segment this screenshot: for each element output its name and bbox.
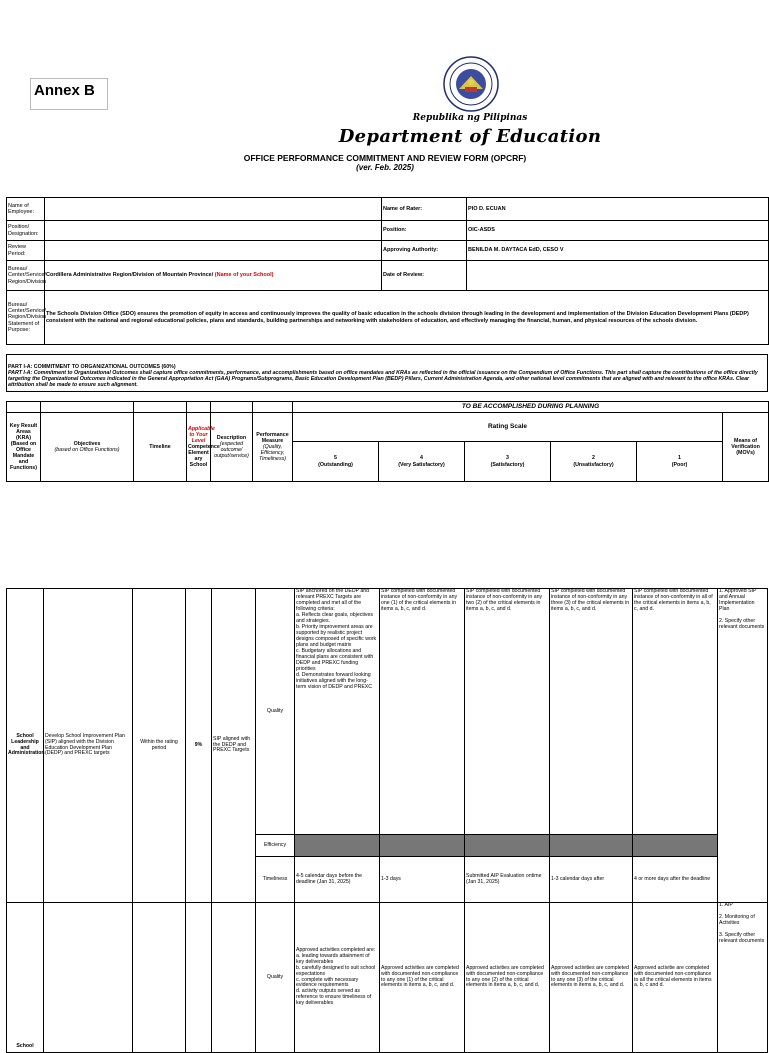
quality2-3: Approved activities are completed with documented non-compliance to any one (2) of the critical elements in items a, b, c, and d. bbox=[465, 903, 550, 1053]
bureau-value: Cordillera Administrative Region/Division of Mountain Province/ (Name of your School) bbox=[45, 261, 382, 291]
part-ia-title: PART I-A: COMMITMENT TO ORGANIZATIONAL OUTCOMES (60%) bbox=[8, 364, 176, 370]
timeline-header: Timeline bbox=[134, 413, 187, 482]
kra-school-leadership: School Leadership and Administration bbox=[7, 589, 44, 903]
position-field[interactable] bbox=[45, 221, 382, 241]
statement-value: The Schools Division Office (SDO) ensures the promotion of equity in access and continuously improves the quality of basic education in the schools division through leading in the development and implementation of the Division Education Development Plans (DEDP) consistent with the national and regional educational policies, plans and standards, building partnerships and networking with stakeholders of education, and effectively managing the financial, human, and physical resources of the schools division. bbox=[45, 291, 769, 345]
form-title: OFFICE PERFORMANCE COMMITMENT AND REVIEW FORM (OPCRF) bbox=[243, 153, 527, 163]
mov-cell-2: 1. AIP 2. Monitoring of Activities 3. Specify other relevant documents bbox=[718, 903, 768, 1053]
review-period-field[interactable] bbox=[45, 241, 382, 261]
planning-header-table bbox=[6, 401, 769, 482]
approving-value: BENILDA M. DAYTACA EdD, CESO V bbox=[467, 241, 769, 261]
objective-sip: Develop School Improvement Plan (SIP) aligned with the Division Education Development Plan (DEDP) and PREXC targets bbox=[44, 589, 133, 903]
rater-value: PIO D. ECUAN bbox=[467, 198, 769, 221]
position-label: Position/ Designation: bbox=[7, 221, 45, 241]
kra-body-table bbox=[6, 588, 768, 1053]
quality2-1: Approved activitie are completed with documented non-compliance to all the critical elements in items a, b, c and d. bbox=[633, 903, 718, 1053]
quality2-5: Approved activities completed are: a. leading towards attainment of key deliverables b. carefully designed to suit school expectations c. complete with necessary evidence requirements d. activity outputs served as reference to ensure timeliness of key deliverables bbox=[295, 903, 380, 1053]
quality-label: Quality bbox=[256, 589, 295, 835]
deped-seal-icon bbox=[443, 56, 499, 112]
objectives-header: Objectives (based on Office Functions) bbox=[41, 413, 134, 482]
part-ia-description: PART I-A: Commitment to Organizational Outcomes shall capture office commitments, performance, and accomplishments based on office mandates and KRAs as reflected in the official issuance on the Compendium of Office Functions. This part shall capture the contributions of the office directly targeting the Organizational Outcomes indicated in the General Appropriation Act (GAA) Programs/Subprograms, Basic Education Development Plan (BEDP) Pillars, Current Administration Agenda, and other national level commitments that are aligned with and relevant to the office KRAs. Clear attribution shall be made to ensure such alignment. bbox=[8, 370, 758, 389]
weight-cell: 9% bbox=[186, 589, 212, 903]
date-review-field[interactable] bbox=[467, 261, 769, 291]
position2-value: OIC-ASDS bbox=[467, 221, 769, 241]
name-label: Name of Employee: bbox=[7, 198, 45, 221]
scale-2: 2 (Unsatisfactory) bbox=[551, 442, 637, 482]
scale-5: 5 (Outstanding) bbox=[293, 442, 379, 482]
efficiency-label: Efficiency bbox=[256, 835, 295, 857]
scale-4: 4 (Very Satisfactory) bbox=[379, 442, 465, 482]
quality2-2: Approved activities are completed with documented non-compliance to any one (3) of the critical elements in items a, b, c, and d. bbox=[550, 903, 633, 1053]
form-version: (ver. Feb. 2025) bbox=[356, 163, 414, 172]
department-title: Department of Education bbox=[338, 126, 602, 147]
position2-label: Position: bbox=[382, 221, 467, 241]
statement-label: Bureau/ Center/Service/ Region/Division Statement of Purpose: bbox=[7, 291, 45, 345]
timeliness-2: 1-3 calendar days after bbox=[550, 857, 633, 903]
timeliness-3: Submitted AIP Evaluation ontime (Jan 31, 2025) bbox=[465, 857, 550, 903]
description-cell: SIP aligned with the DEDP and PREXC Targets bbox=[212, 589, 256, 903]
weight-header: Applicable to Your Level Competence Element ary School bbox=[187, 413, 211, 482]
annex-label: Annex B bbox=[30, 78, 108, 110]
timeliness-label: Timeliness bbox=[256, 857, 295, 903]
scale-3: 3 (Satisfactory) bbox=[465, 442, 551, 482]
school-name-placeholder: (Name of your School) bbox=[214, 272, 274, 279]
rater-label: Name of Rater: bbox=[382, 198, 467, 221]
timeliness-1: 4 or more days after the deadline bbox=[633, 857, 718, 903]
date-review-label: Date of Review: bbox=[382, 261, 467, 291]
quality-label-2: Quality bbox=[256, 903, 295, 1053]
employee-info-table bbox=[6, 197, 769, 345]
description-header: Description (expected outcome/ output/service) bbox=[211, 413, 253, 482]
quality-1: SIP completed with documented instance of non-conformity in all of the critical elements in items a, b, c, and d. bbox=[633, 589, 718, 835]
rating-scale-header: Rating Scale bbox=[293, 413, 723, 442]
quality2-4: Approved activities are completed with documented non-compliance to any one (1) of the critical elements in items a, b, c, and d. bbox=[380, 903, 465, 1053]
approving-label: Approving Authority: bbox=[382, 241, 467, 261]
scale-1: 1 (Poor) bbox=[637, 442, 723, 482]
kra-header: Key Result Areas (KRA) (Based on Office Mandate and Functions) bbox=[7, 413, 41, 482]
timeliness-4: 1-3 days bbox=[380, 857, 465, 903]
planning-banner: TO BE ACCOMPLISHED DURING PLANNING bbox=[293, 402, 769, 413]
quality-2: SIP completed with documented instance of non-conformity in any three (3) of the critical elements in items a, b, c, and d. bbox=[550, 589, 633, 835]
mov-header: Means of Verification (MOVs) bbox=[723, 413, 769, 482]
mov-cell: 1. Approved SIP and Annual Implementation Plan 2. Specify other relevant documents bbox=[718, 589, 768, 903]
quality-4: SIP completed with documented instance of non-conformity in any one (1) of the critical elements in items a, b, c, and d. bbox=[380, 589, 465, 835]
timeline-cell: Within the rating period bbox=[133, 589, 186, 903]
quality-3: SIP completed with documented instance of non-conformity in any two (2) of the critical elements in items a, b, c, and d. bbox=[465, 589, 550, 835]
name-field[interactable] bbox=[45, 198, 382, 221]
timeliness-5: 4-5 calendar days before the deadline (Jan 31, 2025) bbox=[295, 857, 380, 903]
measure-header: Performance Measure (Quality, Efficiency, Timeliness) bbox=[253, 413, 293, 482]
republic-text: Republika ng Pilipinas bbox=[412, 113, 528, 123]
quality-5: SIP anchored on the DEDP and relevant PREXC Targets are completed and met all of the following criteria: a. Reflects clear goals, objectives and strategies. b. Priority improvement areas are supported by realistic project designs composed of specific work plans and budget matrix c. Budgetary allocations and financial plans are consistent with DEDP and PREXC funding priorities d. Demonstrates forward looking initiatives aligned with the long-term vision of DEDP and PREXC bbox=[295, 589, 380, 835]
kra-school-2: School bbox=[7, 903, 44, 1053]
part-ia-block bbox=[6, 354, 768, 392]
bureau-label: Bureau/ Center/Service/ Region/Division bbox=[7, 261, 45, 291]
review-period-label: Review Period: bbox=[7, 241, 45, 261]
